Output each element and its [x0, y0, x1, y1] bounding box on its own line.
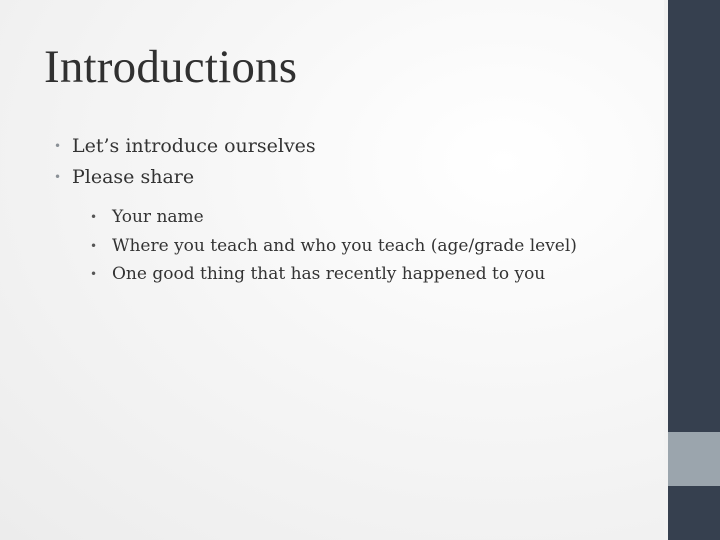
sub-bullet-text: Where you teach and who you teach (age/grade level) [112, 235, 577, 256]
bullet-dot-icon: • [54, 170, 62, 184]
sub-bullet-list [72, 203, 654, 289]
sub-bullet-text: One good thing that has recently happened to you [112, 264, 546, 284]
sub-bullet-item [72, 232, 654, 261]
sidebar-top-band [668, 0, 720, 432]
bullet-item [54, 162, 654, 289]
sub-bullet-dot-icon: • [90, 238, 98, 253]
bullet-list [54, 131, 654, 289]
sidebar-bottom-band [668, 486, 720, 540]
sub-bullet-dot-icon: • [90, 267, 98, 281]
bullet-text: Let’s introduce ourselves [72, 135, 316, 157]
sidebar-accent-band [668, 432, 720, 486]
bullet-dot-icon: • [54, 139, 62, 153]
sub-bullet-text: Your name [112, 207, 204, 227]
decorative-sidebar [668, 0, 720, 540]
bullet-text: Please share [72, 166, 195, 188]
bullet-item [54, 131, 654, 162]
slide-title: Introductions [44, 41, 298, 93]
sub-bullet-dot-icon: • [90, 210, 98, 224]
sub-bullet-item [72, 203, 654, 232]
sub-bullet-item [72, 260, 654, 289]
